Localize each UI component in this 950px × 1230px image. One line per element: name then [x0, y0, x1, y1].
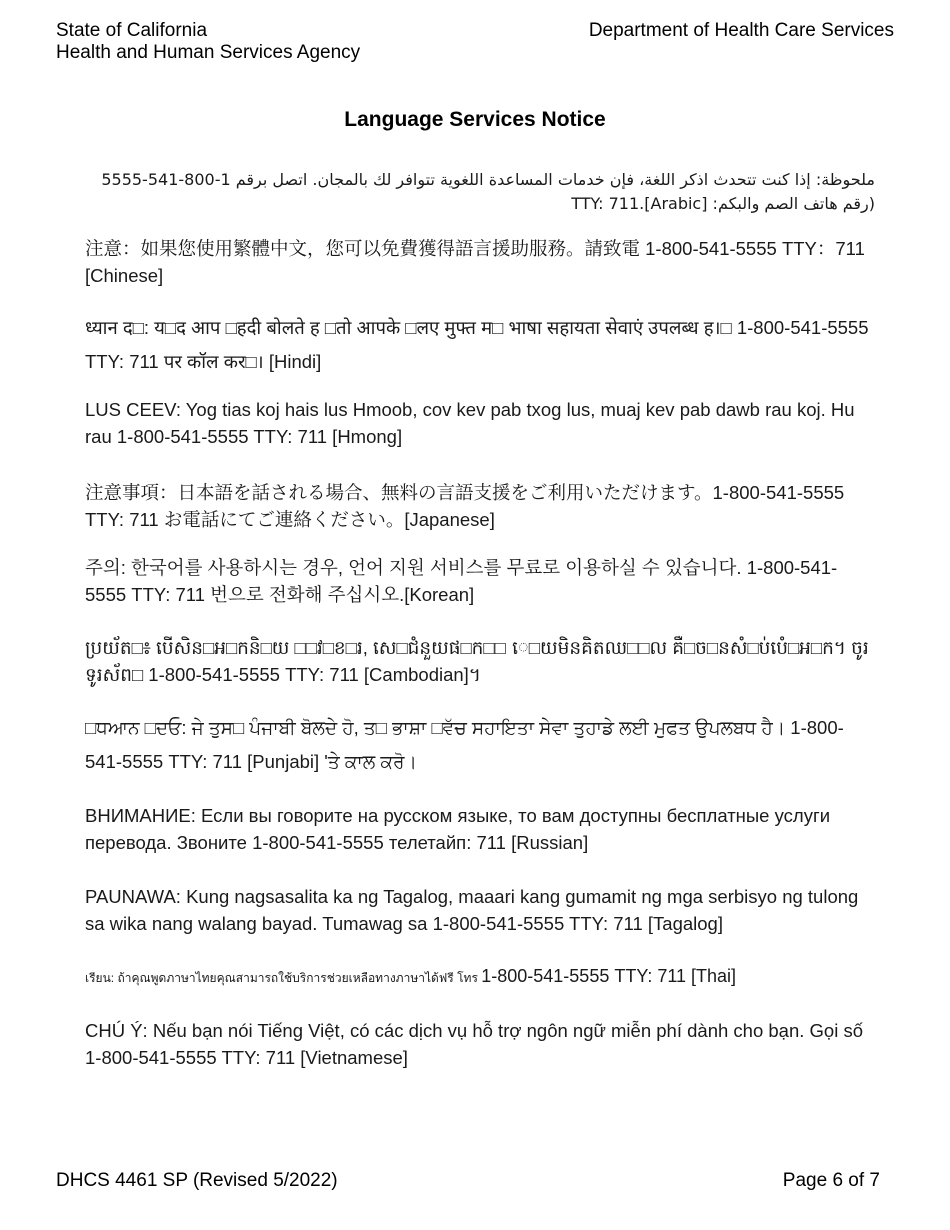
notice-vietnamese: CHÚ Ý: Nếu bạn nói Tiếng Việt, có các dịch vụ hỗ trợ ngôn ngữ miễn phí dành cho bạn. Gọi số 1-800-541-5555 TTY: 711 [Vietnamese]: [85, 1020, 863, 1068]
header-department: Department of Health Care Services: [588, 20, 894, 41]
notice-tagalog: PAUNAWA: Kung nagsasalita ka ng Tagalog, maaari kang gumamit ng mga serbisyo ng tulong sa wika nang walang bayad. Tumawag sa 1-800-541-5555 TTY: 711 [Tagalog]: [85, 886, 859, 934]
header-agency: [56, 20, 360, 64]
page-number: Page 6 of 7: [782, 1170, 880, 1191]
header-state: State of California: [56, 20, 208, 41]
notice-arabic: ملحوظة: إذا كنت تتحدث اذكر اللغة، فإن خدمات المساعدة اللغوية تتوافر لك بالمجان. اتصل برقم 1-800-541-5555 (رقم هاتف الصم والبكم: TTY: 711.[Arabic]: [101, 170, 875, 213]
notice-hindi: ध्यान द□: य□द आप □हदी बोलते ह □तो आपके □लए मुफ्त म□ भाषा सहायता सेवाएं उपलब्ध ह।□ 1-800-541-5555 TTY: 711 पर कॉल कर□। [Hindi]: [85, 317, 869, 372]
page-title: Language Services Notice: [344, 108, 606, 131]
notice-hmong: LUS CEEV: Yog tias koj hais lus Hmoob, cov kev pab txog lus, muaj kev pab dawb rau koj. Hu rau 1-800-541-5555 TTY: 711 [Hmong]: [85, 399, 855, 447]
notice-thai-text: เรียน: ถ้าคุณพูดภาษาไทยคุณสามารถใช้บริการช่วยเหลือทางภาษาได้ฟรี โทร: [85, 971, 478, 985]
notice-korean: 주의: 한국어를 사용하시는 경우, 언어 지원 서비스를 무료로 이용하실 수 있습니다. 1-800-541-5555 TTY: 711 번으로 전화해 주십시오.[Korean]: [85, 557, 838, 605]
notice-cambodian: ប្រយ័ត□៖ បើសិន□អ□កនិ□យ □□វ□ខ□រ, សេ□ជំនួយផ□ក□□ េ□យមិនគិតឈ□□ល គឺ□ច□នសំ□ប់បំេ□អ□ក។ ចូរ ទូរស័ព□ 1-800-541-5555 TTY: 711 [Cambodian]។: [85, 637, 869, 685]
notice-thai: [85, 963, 875, 992]
header-agency-name: Health and Human Services Agency: [56, 42, 361, 63]
notice-russian: ВНИМАНИЕ: Если вы говорите на русском языке, то вам доступны бесплатные услуги перевода. Звоните 1-800-541-5555 телетайп: 711 [Russian]: [85, 805, 831, 853]
notice-chinese: 注意：如果您使用繁體中文，您可以免費獲得語言援助服務。請致電 1-800-541-5555 TTY：711 [Chinese]: [85, 238, 865, 286]
notice-japanese: 注意事項：日本語を話される場合、無料の言語支援をご利用いただけます。1-800-541-5555 TTY: 711 お電話にてご連絡ください。[Japanese]: [85, 482, 845, 530]
form-number: DHCS 4461 SP (Revised 5/2022): [56, 1170, 338, 1191]
notice-thai-phone: 1-800-541-5555 TTY: 711 [Thai]: [481, 966, 737, 986]
notice-punjabi: □ਧਆਨ □ਦਓ: ਜੇ ਤੁਸ□ ਪੰਜਾਬੀ ਬੋਲਦੇ ਹੋ, ਤ□ ਭਾਸ਼ਾ □ਵੱਚ ਸਹਾਇਤਾ ਸੇਵਾ ਤੁਹਾਡੇ ਲਈ ਮੁਫਤ ਉਪਲਬਧ ਹੈ। 1-800-541-5555 TTY: 711 [Punjabi] 'ਤੇ ਕਾਲ ਕਰੋ।: [85, 717, 844, 772]
